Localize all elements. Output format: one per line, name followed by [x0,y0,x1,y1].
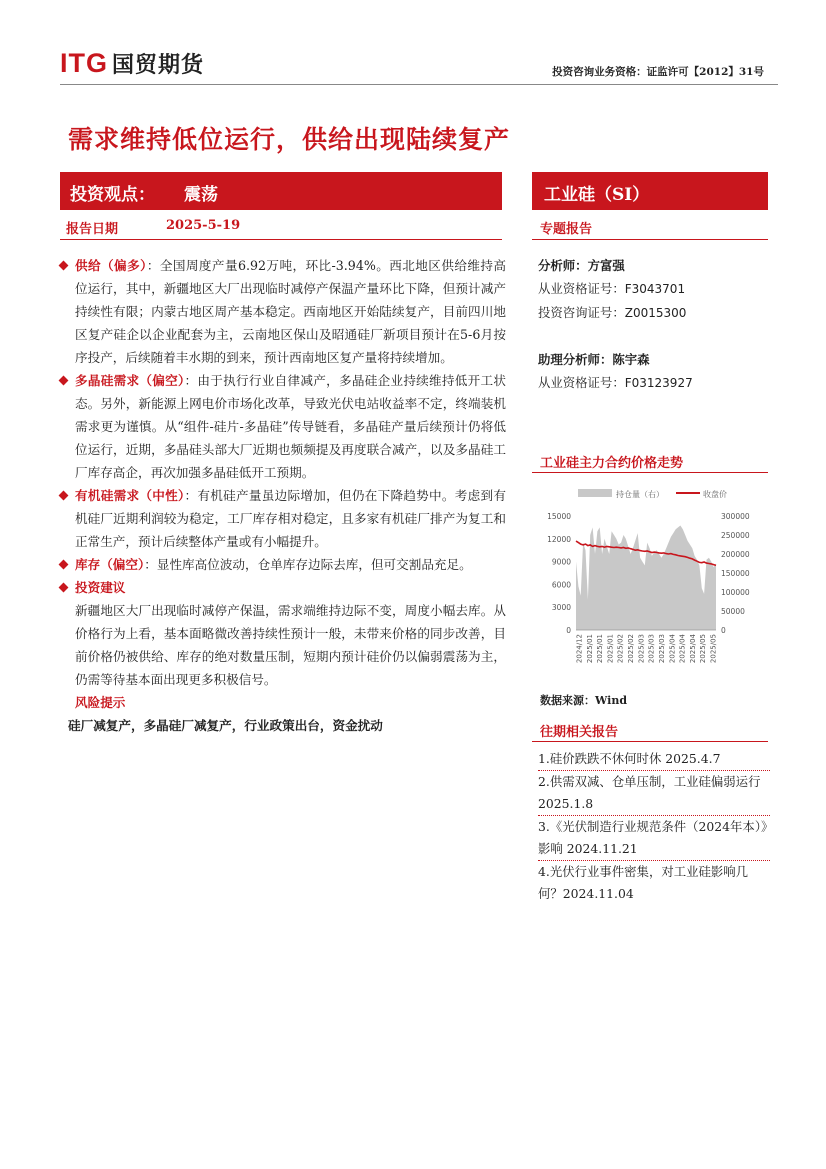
report-date-label: 报告日期 [66,222,119,237]
qual2-label: 投资咨询证号： [538,305,625,320]
analyst-block [538,254,770,395]
x-tick-label: 2025/03 [647,634,656,664]
logo-cn-text: 国贸期货 [112,53,205,78]
y-left-tick-label: 0 [566,626,571,635]
header-divider [60,84,778,85]
product-name: 工业硅（SI） [544,185,650,205]
y-left-tick-label: 6000 [551,580,571,590]
section-advice [60,576,506,599]
y-left-tick-label: 3000 [551,603,571,613]
y-left-tick-label: 9000 [551,557,571,567]
y-right-tick-label: 150000 [721,569,750,578]
report-type-row [532,216,768,240]
risk-text: 硅厂减复产，多晶硅厂减复产，行业政策出台，资金扰动 [68,718,383,733]
section-text: ：显性库高位波动，仓单库存边际去库，但可交割品充足。 [144,557,472,572]
price-chart-svg [540,480,770,680]
y-right-tick-label: 0 [721,626,726,635]
section-polysilicon [60,369,506,484]
y-right-tick-label: 200000 [721,550,750,559]
view-value: 震荡 [184,185,218,205]
diamond-bullet-icon [59,491,69,501]
related-list [538,748,770,905]
y-right-tick-label: 250000 [721,531,750,540]
report-date-row [60,216,502,240]
diamond-bullet-icon [59,261,69,271]
section-text: ：有机硅产量虽边际增加，但仍在下降趋势中。考虑到有机硅厂近期利润较为稳定，工厂库存相对稳定，且多家有机硅厂排产为复工和正常生产，预计后续整体产量或有小幅提升。 [75,488,507,549]
qual1-label: 从业资格证号： [538,281,625,296]
section-head: 库存（偏空） [75,557,145,572]
x-tick-label: 2025/04 [678,634,687,664]
assistant-label: 助理分析师： [538,352,613,367]
section-head: 有机硅需求（中性） [75,488,185,503]
advice-head: 投资建议 [75,580,126,595]
product-bar [532,172,768,210]
section-text: ：全国周度产量6.92万吨，环比-3.94%。西北地区供给维持高位运行，其中，新疆地区大厂出现临时减停产保温产量环比下降，但预计减产持续性有限；内蒙古地区周产基本稳定。西南地区开始陆续复产，目前四川地区复产硅企以企业配套为主，云南地区保山及昭通硅厂新项目预计在5-6月按序投产，后续随着丰水期的到来，预计西南地区复产量将持续增加。 [75,258,506,365]
x-tick-label: 2025/03 [637,634,646,664]
company-logo [60,48,204,79]
x-tick-label: 2025/02 [616,634,625,664]
report-date-value: 2025-5-19 [166,218,241,233]
view-label: 投资观点： [70,185,155,205]
x-tick-label: 2025/01 [596,634,605,664]
y-right-tick-label: 100000 [721,588,750,597]
qualification-text: 投资咨询业务资格：证监许可【2012】31号 [552,66,764,78]
x-tick-label: 2025/01 [606,634,615,664]
chart-section-header [532,449,768,473]
x-tick-label: 2025/05 [709,634,718,664]
section-inventory [60,553,506,576]
y-right-tick-label: 300000 [721,512,750,521]
section-head: 供给（偏多） [75,258,147,273]
x-tick-label: 2025/01 [585,634,594,664]
qual3-label: 从业资格证号： [538,375,625,390]
data-source: 数据来源：Wind [540,694,628,707]
diamond-bullet-icon [59,560,69,570]
related-title: 往期相关报告 [540,725,619,740]
main-body [60,254,506,737]
related-item[interactable]: 4.光伏行业事件密集，对工业硅影响几何？2024.11.04 [538,864,749,901]
related-item[interactable]: 2.供需双减、仓单压制，工业硅偏弱运行 2025.1.8 [538,774,761,811]
x-tick-label: 2025/04 [688,634,697,664]
risk-head: 风险提示 [75,695,126,710]
diamond-bullet-icon [59,583,69,593]
section-supply [60,254,506,369]
x-tick-label: 2025/03 [657,634,666,664]
advice-text: 新疆地区大厂出现临时减停产保温，需求端维持边际不变，周度小幅去库。从价格行为上看，基本面略微改善持续性预计一般，未带来价格的同步改善，目前价格仍被供给、库存的绝对数量压制，短期内预计硅价仍以偏弱震荡为主，仍需等待基本面出现更多积极信号。 [75,603,506,687]
qual1-value: F3043701 [624,282,686,296]
price-chart [540,480,770,680]
x-tick-label: 2025/05 [699,634,708,664]
analyst-label: 分析师： [538,258,588,273]
report-title: 需求维持低位运行，供给出现陆续复产 [68,125,511,154]
qual2-value: Z0015300 [624,306,687,320]
related-section-header [532,718,768,742]
x-tick-label: 2025/02 [627,634,636,664]
chart-section-title: 工业硅主力合约价格走势 [540,456,684,471]
x-tick-label: 2025/04 [668,634,677,664]
qual3-value: F03123927 [624,376,693,390]
diamond-bullet-icon [59,376,69,386]
x-tick-label: 2024/12 [575,634,584,664]
series-area-open-interest [576,526,716,631]
related-item[interactable]: 3.《光伏制造行业规范条件（2024年本）》影响 2024.11.21 [538,819,768,856]
analyst-name: 方富强 [587,258,625,273]
y-left-tick-label: 15000 [547,512,571,521]
legend-label-open-interest: 持仓量（右） [616,490,664,499]
y-right-tick-label: 50000 [721,607,745,616]
logo-itg-text: ITG [60,48,108,78]
assistant-name: 陈宇森 [612,352,650,367]
section-organosilicon [60,484,506,553]
legend-swatch-open-interest [578,489,612,497]
related-item[interactable]: 1.硅价跌跌不休何时休 2025.4.7 [538,751,721,766]
page-header [60,44,778,84]
section-text: ：由于执行行业自律减产，多晶硅企业持续维持低开工状态。另外，新能源上网电价市场化改革，导致光伏电站收益率不定，终端装机需求更为谨慎。从“组件-硅片-多晶硅”传导链看，多晶硅产量后续预计仍将低位运行，近期，多晶硅头部大厂近期也频频提及再度联合减产，以及多晶硅工厂库存高企，再次加强多晶硅低开工预期。 [75,373,507,480]
report-type: 专题报告 [540,222,593,237]
view-bar [60,172,502,210]
y-left-tick-label: 12000 [547,534,571,544]
legend-label-close-price: 收盘价 [703,490,727,499]
section-head: 多晶硅需求（偏空） [75,373,185,388]
